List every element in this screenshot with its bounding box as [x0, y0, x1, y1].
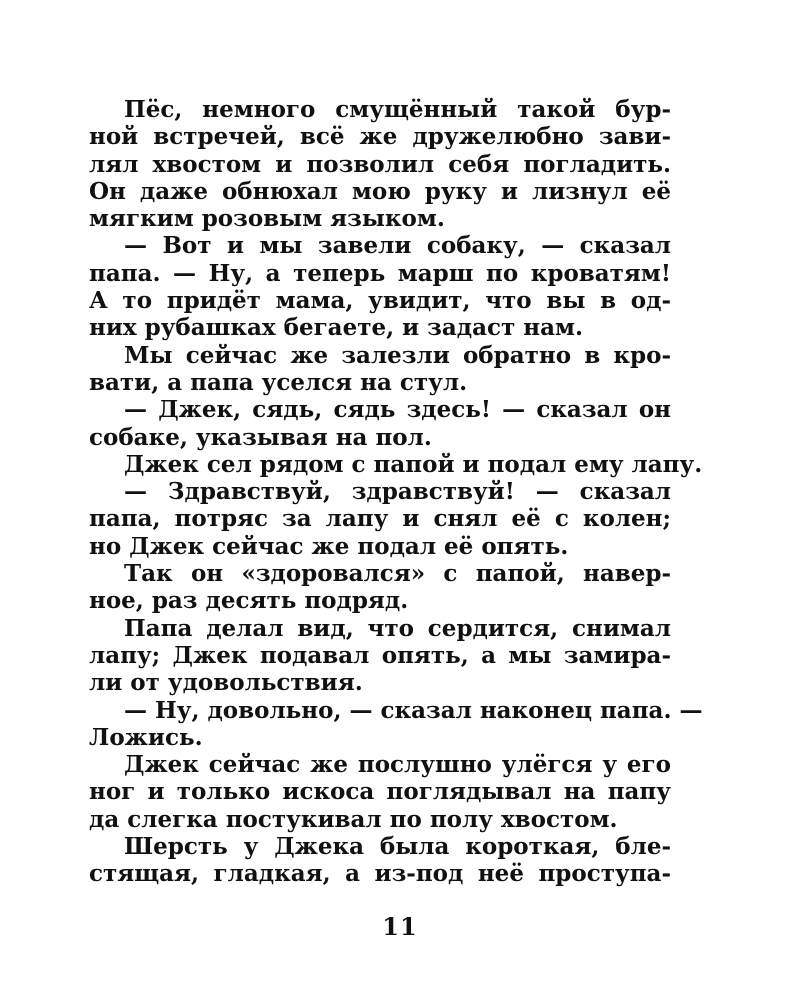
- text-line: — Вот и мы завели собаку, — сказал: [124, 232, 671, 260]
- text-line: Мы сейчас же залезли обратно в кро-: [124, 341, 671, 369]
- text-line: них рубашках бегаете, и задаст нам.: [89, 314, 583, 342]
- text-line: А то придёт мама, увидит, что вы в од-: [89, 287, 671, 315]
- text-line: стящая, гладкая, а из-под неё проступа-: [89, 860, 671, 888]
- text-line: папа, потряс за лапу и снял её с колен;: [89, 505, 671, 533]
- text-line: Джек сейчас же послушно улёгся у его: [124, 751, 671, 779]
- text-line: — Здравствуй, здравствуй! — сказал: [124, 478, 671, 506]
- text-line: Ложись.: [89, 723, 203, 751]
- text-line: Шерсть у Джека была короткая, бле-: [124, 833, 671, 861]
- text-line: — Джек, сядь, сядь здесь! — сказал он: [124, 396, 671, 424]
- text-line: ное, раз десять подряд.: [89, 587, 409, 615]
- text-line: ли от удовольствия.: [89, 669, 363, 697]
- text-line: Он даже обнюхал мою руку и лизнул её: [89, 177, 671, 205]
- text-line: вати, а папа уселся на стул.: [89, 368, 468, 396]
- text-line: — Ну, довольно, — сказал наконец папа. —: [124, 696, 703, 724]
- text-line: мягким розовым языком.: [89, 205, 445, 233]
- body-text: [89, 96, 703, 888]
- text-line: папа. — Ну, а теперь марш по кроватям!: [89, 259, 671, 287]
- text-line: лял хвостом и позволил себя погладить.: [89, 150, 671, 178]
- text-line: но Джек сейчас же подал её опять.: [89, 532, 569, 560]
- text-line: да слегка постукивал по полу хвостом.: [89, 805, 618, 833]
- text-line: ной встречей, всё же дружелюбно зави-: [89, 123, 671, 151]
- text-line: Так он «здоровался» с папой, навер-: [124, 560, 671, 588]
- text-line: Папа делал вид, что сердится, снимал: [124, 614, 671, 642]
- page-number: 11: [382, 912, 418, 941]
- text-line: Джек сел рядом с папой и подал ему лапу.: [124, 450, 703, 478]
- text-line: ног и только искоса поглядывал на папу: [89, 778, 671, 806]
- text-line: лапу; Джек подавал опять, а мы замира-: [89, 641, 671, 669]
- text-line: собаке, указывая на пол.: [89, 423, 432, 451]
- text-line: Пёс, немного смущённый такой бур-: [124, 96, 671, 123]
